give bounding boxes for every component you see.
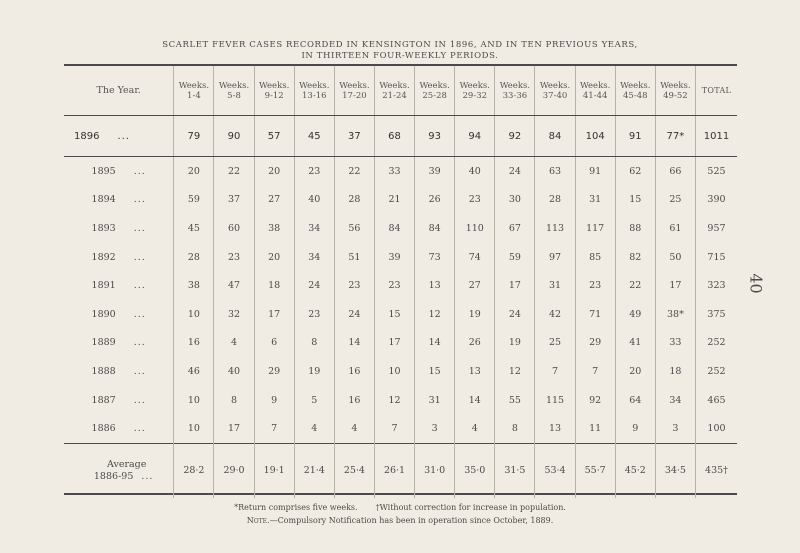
period-value: 68 bbox=[374, 116, 414, 157]
leader-dots: ... bbox=[133, 394, 146, 406]
period-column-header bbox=[495, 66, 535, 116]
period-column-header bbox=[575, 66, 615, 116]
year-cell bbox=[64, 214, 174, 243]
period-value: 13 bbox=[535, 414, 575, 443]
period-value: 113 bbox=[535, 214, 575, 243]
period-header-label: Weeks. bbox=[379, 80, 410, 91]
period-value: 32 bbox=[214, 300, 254, 329]
period-value: 22 bbox=[214, 157, 254, 186]
period-column-header bbox=[174, 66, 214, 116]
period-value: 63 bbox=[535, 157, 575, 186]
period-value: 15 bbox=[615, 186, 655, 215]
period-value: 38 bbox=[174, 271, 214, 300]
year-label: 1889 bbox=[91, 337, 116, 349]
leader-dots: ... bbox=[133, 423, 146, 435]
period-column-header bbox=[415, 66, 455, 116]
period-column-header bbox=[455, 66, 495, 116]
total-value: 375 bbox=[695, 300, 737, 329]
period-value: 59 bbox=[495, 243, 535, 272]
year-label: 1893 bbox=[91, 222, 116, 234]
table-row bbox=[64, 271, 737, 300]
period-header-label: Weeks. bbox=[178, 80, 210, 91]
footnote-dagger: †Without correction for increase in population. bbox=[375, 503, 566, 512]
period-value: 24 bbox=[495, 157, 535, 186]
year-label: 1896 bbox=[74, 130, 100, 142]
period-value: 14 bbox=[334, 329, 374, 358]
period-value: 26 bbox=[415, 186, 455, 215]
average-value: 29·0 bbox=[214, 443, 254, 498]
period-value: 23 bbox=[294, 157, 334, 186]
year-cell bbox=[64, 386, 174, 415]
period-value: 28 bbox=[334, 186, 374, 215]
average-label-cell bbox=[64, 443, 174, 498]
period-value: 34 bbox=[294, 214, 334, 243]
average-value: 28·2 bbox=[174, 443, 214, 498]
year-label: 1890 bbox=[91, 308, 116, 320]
period-value: 25 bbox=[535, 329, 575, 358]
period-value: 30 bbox=[495, 186, 535, 215]
period-value: 13 bbox=[455, 357, 495, 386]
period-column-header bbox=[655, 66, 695, 116]
period-value: 27 bbox=[254, 186, 294, 215]
table-row bbox=[64, 386, 737, 415]
footnote-star: *Return comprises five weeks. bbox=[234, 503, 358, 512]
average-value: 19·1 bbox=[254, 443, 294, 498]
period-value: 27 bbox=[455, 271, 495, 300]
period-value: 4 bbox=[214, 329, 254, 358]
period-header-range: 5-8 bbox=[227, 90, 241, 101]
period-header-label: Weeks. bbox=[218, 80, 250, 91]
period-value: 40 bbox=[214, 357, 254, 386]
period-value: 50 bbox=[655, 243, 695, 272]
period-value: 23 bbox=[575, 271, 615, 300]
period-value: 17 bbox=[254, 300, 294, 329]
period-value: 31 bbox=[535, 271, 575, 300]
table-row bbox=[64, 329, 737, 358]
period-value: 59 bbox=[174, 186, 214, 215]
table-row-1896 bbox=[64, 116, 737, 157]
period-value: 16 bbox=[334, 386, 374, 415]
period-value: 41 bbox=[615, 329, 655, 358]
total-value: 252 bbox=[695, 329, 737, 358]
period-header-label: Weeks. bbox=[258, 80, 290, 91]
period-value: 23 bbox=[334, 271, 374, 300]
year-cell bbox=[64, 157, 174, 186]
period-column-header bbox=[254, 66, 294, 116]
period-column-header bbox=[214, 66, 254, 116]
table-row bbox=[64, 414, 737, 443]
note-line bbox=[0, 516, 800, 525]
period-value: 20 bbox=[615, 357, 655, 386]
period-header-range: 41-44 bbox=[582, 90, 608, 101]
period-value: 77* bbox=[655, 116, 695, 157]
period-column-header bbox=[615, 66, 655, 116]
period-value: 19 bbox=[294, 357, 334, 386]
period-value: 12 bbox=[374, 386, 414, 415]
period-value: 23 bbox=[455, 186, 495, 215]
period-value: 12 bbox=[415, 300, 455, 329]
total-value: 525 bbox=[695, 157, 737, 186]
average-years: 1886-95 bbox=[93, 470, 134, 482]
period-value: 93 bbox=[415, 116, 455, 157]
period-value: 17 bbox=[214, 414, 254, 443]
period-value: 25 bbox=[655, 186, 695, 215]
period-value: 115 bbox=[535, 386, 575, 415]
average-value: 45·2 bbox=[615, 443, 655, 498]
period-value: 110 bbox=[455, 214, 495, 243]
period-value: 47 bbox=[214, 271, 254, 300]
table-row bbox=[64, 243, 737, 272]
leader-dots: ... bbox=[133, 251, 146, 263]
period-value: 64 bbox=[615, 386, 655, 415]
year-cell bbox=[64, 116, 174, 157]
period-value: 15 bbox=[374, 300, 414, 329]
period-value: 8 bbox=[294, 329, 334, 358]
total-value: 715 bbox=[695, 243, 737, 272]
period-value: 38 bbox=[254, 214, 294, 243]
period-header-label: Weeks. bbox=[339, 80, 370, 91]
period-value: 19 bbox=[455, 300, 495, 329]
period-column-header bbox=[294, 66, 334, 116]
table-row bbox=[64, 157, 737, 186]
period-value: 17 bbox=[495, 271, 535, 300]
period-value: 57 bbox=[254, 116, 294, 157]
period-value: 24 bbox=[294, 271, 334, 300]
period-value: 90 bbox=[214, 116, 254, 157]
period-value: 51 bbox=[334, 243, 374, 272]
leader-dots: ... bbox=[133, 194, 146, 206]
table-row bbox=[64, 186, 737, 215]
period-value: 8 bbox=[214, 386, 254, 415]
period-value: 91 bbox=[615, 116, 655, 157]
year-label: 1895 bbox=[91, 165, 116, 177]
year-label: 1894 bbox=[91, 194, 116, 206]
period-value: 21 bbox=[374, 186, 414, 215]
period-value: 28 bbox=[174, 243, 214, 272]
period-value: 17 bbox=[655, 271, 695, 300]
period-value: 7 bbox=[374, 414, 414, 443]
header-row bbox=[64, 66, 737, 116]
period-value: 84 bbox=[535, 116, 575, 157]
average-value: 25·4 bbox=[334, 443, 374, 498]
period-header-label: Weeks. bbox=[419, 80, 450, 91]
period-value: 55 bbox=[495, 386, 535, 415]
period-value: 13 bbox=[415, 271, 455, 300]
period-value: 82 bbox=[615, 243, 655, 272]
year-label: 1892 bbox=[91, 251, 116, 263]
period-header-range: 49-52 bbox=[663, 90, 688, 101]
period-value: 66 bbox=[655, 157, 695, 186]
period-value: 10 bbox=[174, 386, 214, 415]
period-value: 91 bbox=[575, 157, 615, 186]
period-column-header bbox=[334, 66, 374, 116]
period-value: 17 bbox=[374, 329, 414, 358]
period-value: 60 bbox=[214, 214, 254, 243]
total-value: 465 bbox=[695, 386, 737, 415]
note-text: —Compulsory Notification has been in operation since October, 1889. bbox=[269, 516, 554, 525]
page-number: 40 bbox=[746, 273, 766, 294]
period-value: 11 bbox=[575, 414, 615, 443]
footnotes bbox=[0, 503, 800, 512]
period-value: 9 bbox=[615, 414, 655, 443]
period-value: 16 bbox=[334, 357, 374, 386]
period-value: 4 bbox=[294, 414, 334, 443]
period-value: 92 bbox=[495, 116, 535, 157]
period-header-range: 9-12 bbox=[264, 90, 284, 101]
period-header-label: Weeks. bbox=[299, 80, 330, 91]
period-value: 97 bbox=[535, 243, 575, 272]
period-value: 24 bbox=[495, 300, 535, 329]
period-header-range: 45-48 bbox=[623, 90, 648, 101]
note-lead: Note. bbox=[246, 516, 270, 525]
period-value: 24 bbox=[334, 300, 374, 329]
period-value: 92 bbox=[575, 386, 615, 415]
period-value: 23 bbox=[214, 243, 254, 272]
year-cell bbox=[64, 357, 174, 386]
period-header-range: 17-20 bbox=[342, 90, 367, 101]
period-value: 33 bbox=[374, 157, 414, 186]
average-value: 21·4 bbox=[294, 443, 334, 498]
period-value: 14 bbox=[455, 386, 495, 415]
average-value: 31·0 bbox=[415, 443, 455, 498]
total-value: 957 bbox=[695, 214, 737, 243]
period-value: 29 bbox=[254, 357, 294, 386]
period-value: 40 bbox=[294, 186, 334, 215]
period-value: 15 bbox=[415, 357, 455, 386]
period-value: 3 bbox=[655, 414, 695, 443]
period-value: 23 bbox=[374, 271, 414, 300]
period-value: 5 bbox=[294, 386, 334, 415]
period-value: 73 bbox=[415, 243, 455, 272]
period-value: 79 bbox=[174, 116, 214, 157]
period-value: 12 bbox=[495, 357, 535, 386]
period-value: 85 bbox=[575, 243, 615, 272]
table-subtitle: IN THIRTEEN FOUR-WEEKLY PERIODS. bbox=[301, 51, 499, 61]
table-row bbox=[64, 300, 737, 329]
period-value: 4 bbox=[334, 414, 374, 443]
period-value: 46 bbox=[174, 357, 214, 386]
period-value: 10 bbox=[174, 300, 214, 329]
leader-dots: ... bbox=[141, 470, 154, 482]
period-value: 74 bbox=[455, 243, 495, 272]
average-value: 26·1 bbox=[374, 443, 414, 498]
average-value: 53·4 bbox=[535, 443, 575, 498]
year-label: 1891 bbox=[91, 280, 116, 292]
total-value: 323 bbox=[695, 271, 737, 300]
period-header-range: 33-36 bbox=[502, 90, 528, 101]
period-value: 88 bbox=[615, 214, 655, 243]
total-value: 100 bbox=[695, 414, 737, 443]
period-value: 38* bbox=[655, 300, 695, 329]
year-cell bbox=[64, 271, 174, 300]
period-value: 7 bbox=[254, 414, 294, 443]
period-value: 31 bbox=[415, 386, 455, 415]
leader-dots: ... bbox=[133, 165, 146, 177]
period-value: 71 bbox=[575, 300, 615, 329]
period-header-range: 21-24 bbox=[382, 90, 407, 101]
year-cell bbox=[64, 186, 174, 215]
period-header-range: 25-28 bbox=[422, 90, 447, 101]
period-value: 7 bbox=[575, 357, 615, 386]
period-header-label: Weeks. bbox=[660, 80, 691, 91]
period-value: 49 bbox=[615, 300, 655, 329]
period-value: 39 bbox=[415, 157, 455, 186]
period-value: 22 bbox=[334, 157, 374, 186]
period-value: 117 bbox=[575, 214, 615, 243]
period-header-label: Weeks. bbox=[620, 80, 651, 91]
period-value: 42 bbox=[535, 300, 575, 329]
period-header-range: 1-4 bbox=[187, 90, 201, 101]
period-header-range: 29-32 bbox=[462, 90, 488, 101]
period-value: 37 bbox=[334, 116, 374, 157]
period-value: 84 bbox=[415, 214, 455, 243]
period-header-label: Weeks. bbox=[579, 80, 611, 91]
average-label: Average bbox=[106, 458, 147, 470]
period-value: 31 bbox=[575, 186, 615, 215]
period-value: 28 bbox=[535, 186, 575, 215]
average-value: 34·5 bbox=[655, 443, 695, 498]
period-header-label: Weeks. bbox=[459, 80, 490, 91]
year-cell bbox=[64, 414, 174, 443]
year-cell bbox=[64, 300, 174, 329]
period-value: 67 bbox=[495, 214, 535, 243]
leader-dots: ... bbox=[133, 222, 146, 234]
year-label: 1886 bbox=[91, 423, 116, 435]
period-value: 3 bbox=[415, 414, 455, 443]
average-value: 35·0 bbox=[455, 443, 495, 498]
period-value: 10 bbox=[374, 357, 414, 386]
period-value: 20 bbox=[254, 243, 294, 272]
average-value: 31·5 bbox=[495, 443, 535, 498]
period-header-label: Weeks. bbox=[539, 80, 571, 91]
period-column-header bbox=[374, 66, 414, 116]
year-label: 1888 bbox=[91, 365, 116, 377]
period-value: 62 bbox=[615, 157, 655, 186]
period-column-header bbox=[535, 66, 575, 116]
period-value: 34 bbox=[294, 243, 334, 272]
year-cell bbox=[64, 329, 174, 358]
year-label: 1887 bbox=[91, 394, 116, 406]
period-value: 39 bbox=[374, 243, 414, 272]
total-value: 1011 bbox=[695, 116, 737, 157]
period-value: 4 bbox=[455, 414, 495, 443]
period-value: 19 bbox=[495, 329, 535, 358]
total-value: 252 bbox=[695, 357, 737, 386]
period-value: 45 bbox=[174, 214, 214, 243]
table-row bbox=[64, 214, 737, 243]
average-row bbox=[64, 443, 737, 498]
period-value: 56 bbox=[334, 214, 374, 243]
period-header-range: 13-16 bbox=[302, 90, 327, 101]
leader-dots: ... bbox=[133, 337, 146, 349]
period-value: 20 bbox=[174, 157, 214, 186]
period-value: 84 bbox=[374, 214, 414, 243]
period-value: 7 bbox=[535, 357, 575, 386]
leader-dots: ... bbox=[133, 308, 146, 320]
period-value: 29 bbox=[575, 329, 615, 358]
total-column-header: TOTAL bbox=[695, 66, 737, 116]
period-value: 14 bbox=[415, 329, 455, 358]
period-value: 37 bbox=[214, 186, 254, 215]
table-title: SCARLET FEVER CASES RECORDED IN KENSINGTON IN 1896, AND IN TEN PREVIOUS YEARS, bbox=[162, 40, 638, 50]
period-value: 6 bbox=[254, 329, 294, 358]
period-value: 16 bbox=[174, 329, 214, 358]
average-total: 435† bbox=[695, 443, 737, 498]
period-value: 34 bbox=[655, 386, 695, 415]
leader-dots: ... bbox=[117, 130, 130, 142]
period-value: 23 bbox=[294, 300, 334, 329]
period-value: 94 bbox=[455, 116, 495, 157]
period-header-range: 37-40 bbox=[542, 90, 568, 101]
leader-dots: ... bbox=[133, 365, 146, 377]
period-value: 26 bbox=[455, 329, 495, 358]
year-column-header: The Year. bbox=[64, 66, 174, 116]
period-value: 8 bbox=[495, 414, 535, 443]
leader-dots: ... bbox=[133, 280, 146, 292]
scarlet-fever-table bbox=[64, 66, 737, 498]
period-value: 18 bbox=[655, 357, 695, 386]
total-value: 390 bbox=[695, 186, 737, 215]
period-value: 104 bbox=[575, 116, 615, 157]
average-value: 55·7 bbox=[575, 443, 615, 498]
period-header-label: Weeks. bbox=[499, 80, 531, 91]
period-value: 33 bbox=[655, 329, 695, 358]
year-cell bbox=[64, 243, 174, 272]
table-row bbox=[64, 357, 737, 386]
period-value: 61 bbox=[655, 214, 695, 243]
period-value: 20 bbox=[254, 157, 294, 186]
period-value: 45 bbox=[294, 116, 334, 157]
period-value: 10 bbox=[174, 414, 214, 443]
period-value: 22 bbox=[615, 271, 655, 300]
period-value: 18 bbox=[254, 271, 294, 300]
period-value: 9 bbox=[254, 386, 294, 415]
period-value: 40 bbox=[455, 157, 495, 186]
